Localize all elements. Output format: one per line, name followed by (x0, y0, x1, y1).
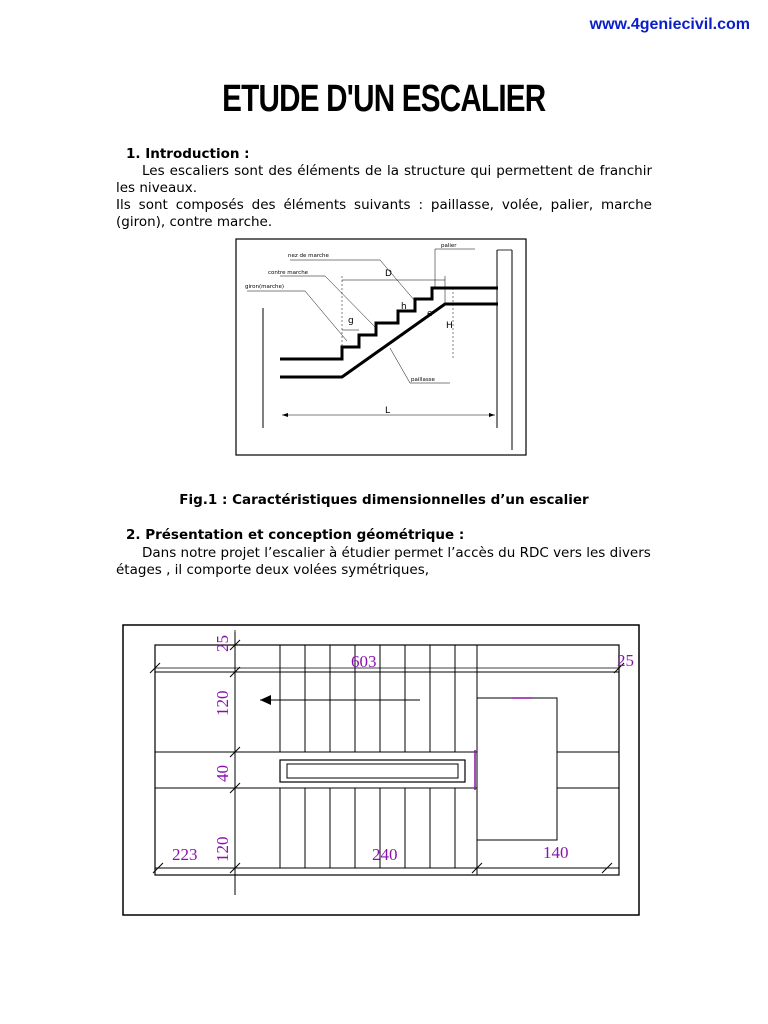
label-g: g (348, 316, 354, 326)
intro-paragraph-1: Les escaliers sont des éléments de la structure qui permettent de franchir les niveaux. (116, 163, 652, 196)
dim-223: 223 (172, 845, 198, 864)
label-contre-marche: contre marche (268, 270, 309, 276)
section-1-text (116, 163, 652, 231)
dim-25-right: 25 (617, 651, 634, 670)
label-H: H (446, 321, 453, 331)
label-h: h (401, 302, 407, 312)
page-title: ETUDE D'UN ESCALIER (222, 78, 546, 120)
section-2-text (116, 545, 652, 579)
label-D: D (385, 269, 392, 279)
stair-profile-figure (235, 238, 527, 456)
section-1-heading: 1. Introduction : (126, 146, 250, 162)
section-2-paragraph: Dans notre projet l’escalier à étudier permet l’accès du RDC vers les divers étages , il comporte deux volées symétriques, (116, 545, 651, 578)
label-L: L (385, 406, 391, 416)
figure-1-caption: Fig.1 : Caractéristiques dimensionnelles d’un escalier (179, 492, 589, 508)
dim-25-top: 25 (213, 635, 232, 652)
label-e: e (427, 309, 433, 319)
label-nez-de-marche: nez de marche (288, 253, 329, 259)
dim-120-top: 120 (213, 690, 232, 716)
dim-240: 240 (372, 845, 398, 864)
dim-140: 140 (543, 843, 569, 862)
section-2-heading: 2. Présentation et conception géométrique : (126, 527, 465, 543)
label-paillasse: paillasse (411, 377, 435, 383)
label-giron: giron(marche) (245, 284, 285, 290)
label-palier: palier (441, 243, 457, 249)
dim-120-bottom: 120 (213, 836, 232, 862)
dim-40: 40 (213, 765, 232, 782)
stair-plan-drawing (120, 620, 644, 918)
dim-603: 603 (351, 652, 377, 671)
site-link[interactable]: www.4geniecivil.com (589, 16, 750, 33)
intro-paragraph-2: Ils sont composés des éléments suivants : paillasse, volée, palier, marche (giron), contre marche. (116, 197, 652, 230)
